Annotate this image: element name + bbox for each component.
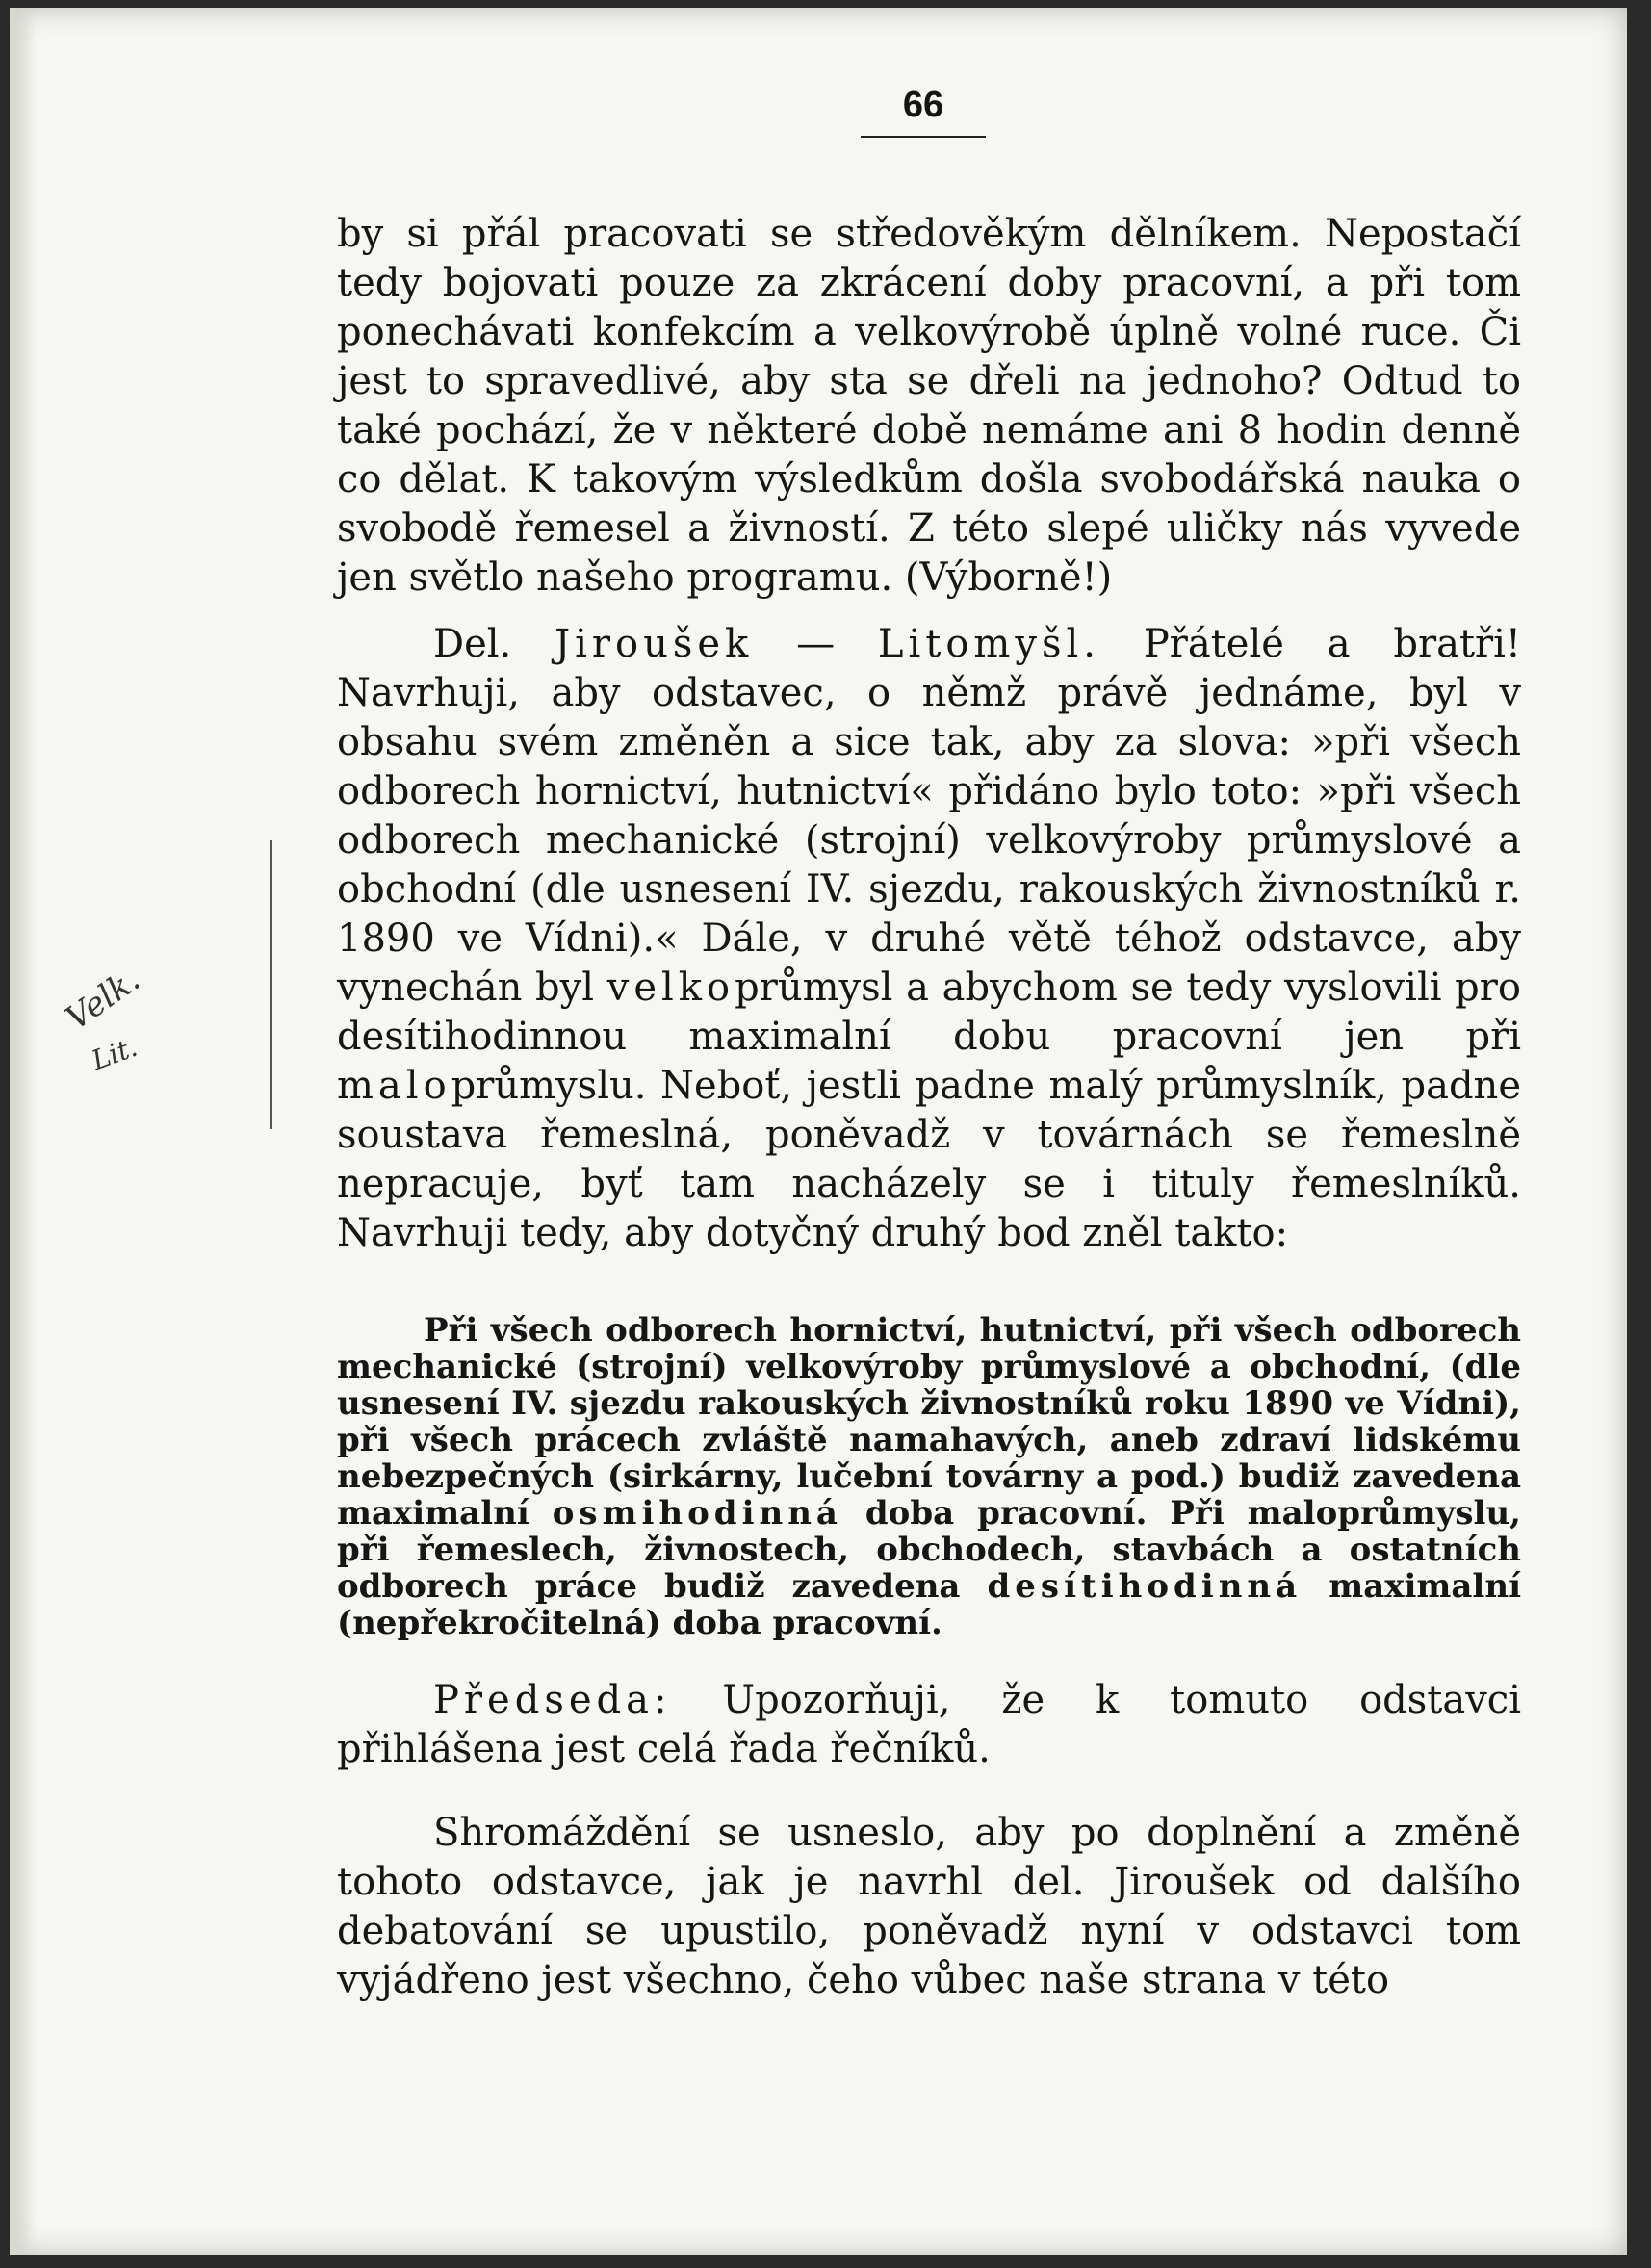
document-page: [10, 8, 1627, 2255]
emphasis-desitihodinna: desítihodinná: [987, 1567, 1303, 1606]
paragraph-2: [337, 620, 1521, 1258]
paragraph-2-text-3: průmyslu. Neboť, jestli padne malý průmyslník, padne soustava řemeslná, poněvadž v továrnách se řemeslně nepracuje, byť tam nacházely se i tituly řemeslníků. Navrhuji tedy, aby dotyčný druhý bod zněl takto:: [337, 1064, 1521, 1255]
speaker-name: Jiroušek: [555, 622, 754, 666]
margin-line: [270, 840, 272, 1129]
handwritten-note-2: Lit.: [87, 1030, 142, 1077]
emphasis-malo: malo: [337, 1064, 451, 1108]
chair-speaker: Předseda:: [433, 1678, 672, 1722]
quote-text-a: Při všech odborech hornictví, hutnictví, při všech odborech mechanické (strojní) velkovýroby průmyslové a obchodní, (dle usnesení IV. sjezdu rakouských živnostníků roku 1890 ve Vídni), při všech prácech zvláště namahavých, aneb zdraví lidskému nebezpečných (sirkárny, lučební továrny a pod.) budiž zavedena maximalní: [337, 1311, 1521, 1533]
paragraph-1: by si přál pracovati se středověkým dělníkem. Nepostačí tedy bojovati pouze za zkrácení doby pracovní, a při tom ponechávati konfekcím a velkovýrobě úplně volné ruce. Či jest to spravedlivé, aby sta se dřeli na jednoho? Odtud to také pochází, že v některé době nemáme ani 8 hodin denně co dělat. K takovým výsledkům došla svobodářská nauka o svobodě řemesel a živností. Z této slepé uličky nás vyvede jen světlo našeho programu. (Výborně!): [337, 212, 1521, 600]
paragraph-2-text: Přátelé a bratři! Navrhuji, aby odstavec, o němž právě jednáme, byl v obsahu svém změněn a sice tak, aby za slova: »při všech odborech hornictví, hutnictví« přidáno bylo toto: »při všech odborech mechanické (strojní) velkovýroby průmyslové a obchodní (dle usnesení IV. sjezdu, rakouských živnostníků r. 1890 ve Vídni).« Dále, v druhé větě téhož odstavce, aby vynechán byl: [337, 622, 1522, 1010]
quote-text-b: doba pracovní. Při maloprůmyslu, při řemeslech, živnostech, obchodech, stavbách a ostatních odborech práce budiž zavedena: [337, 1494, 1522, 1606]
handwritten-note-1: Velk.: [59, 960, 147, 1039]
page-edge-shadow: [10, 8, 37, 2255]
em-dash: —: [796, 622, 836, 666]
document-body: [337, 210, 1521, 2005]
proposal-quote: [337, 1312, 1521, 1641]
speaker-place: Litomyšl.: [877, 622, 1100, 666]
paragraph-4: Shromáždění se usneslo, aby po doplnění a změně tohoto odstavce, jak je navrhl del. Jiroušek od dalšího debatování se upustilo, poněvadž nyní v odstavci tom vyjádřeno jest všechno, čeho vůbec naše strana v této: [337, 1811, 1521, 2002]
page-number: 66: [861, 85, 986, 138]
paragraph-3: [337, 1676, 1521, 1774]
delegate-prefix: Del.: [433, 622, 512, 666]
page-number-block: [861, 85, 986, 138]
paragraph-3-text: Upozorňuji, že k tomuto odstavci přihlášena jest celá řada řečníků.: [337, 1678, 1521, 1771]
emphasis-velko: velko: [606, 966, 735, 1010]
emphasis-osmihodinna: osmihodinná: [552, 1494, 842, 1533]
quote-text-c: maximalní (nepřekročitelná) doba pracovní.: [337, 1567, 1521, 1642]
paragraph-2-text-2: průmysl a abychom se tedy vyslovili pro desítihodinnou maximalní dobu pracovní jen při: [337, 966, 1521, 1059]
